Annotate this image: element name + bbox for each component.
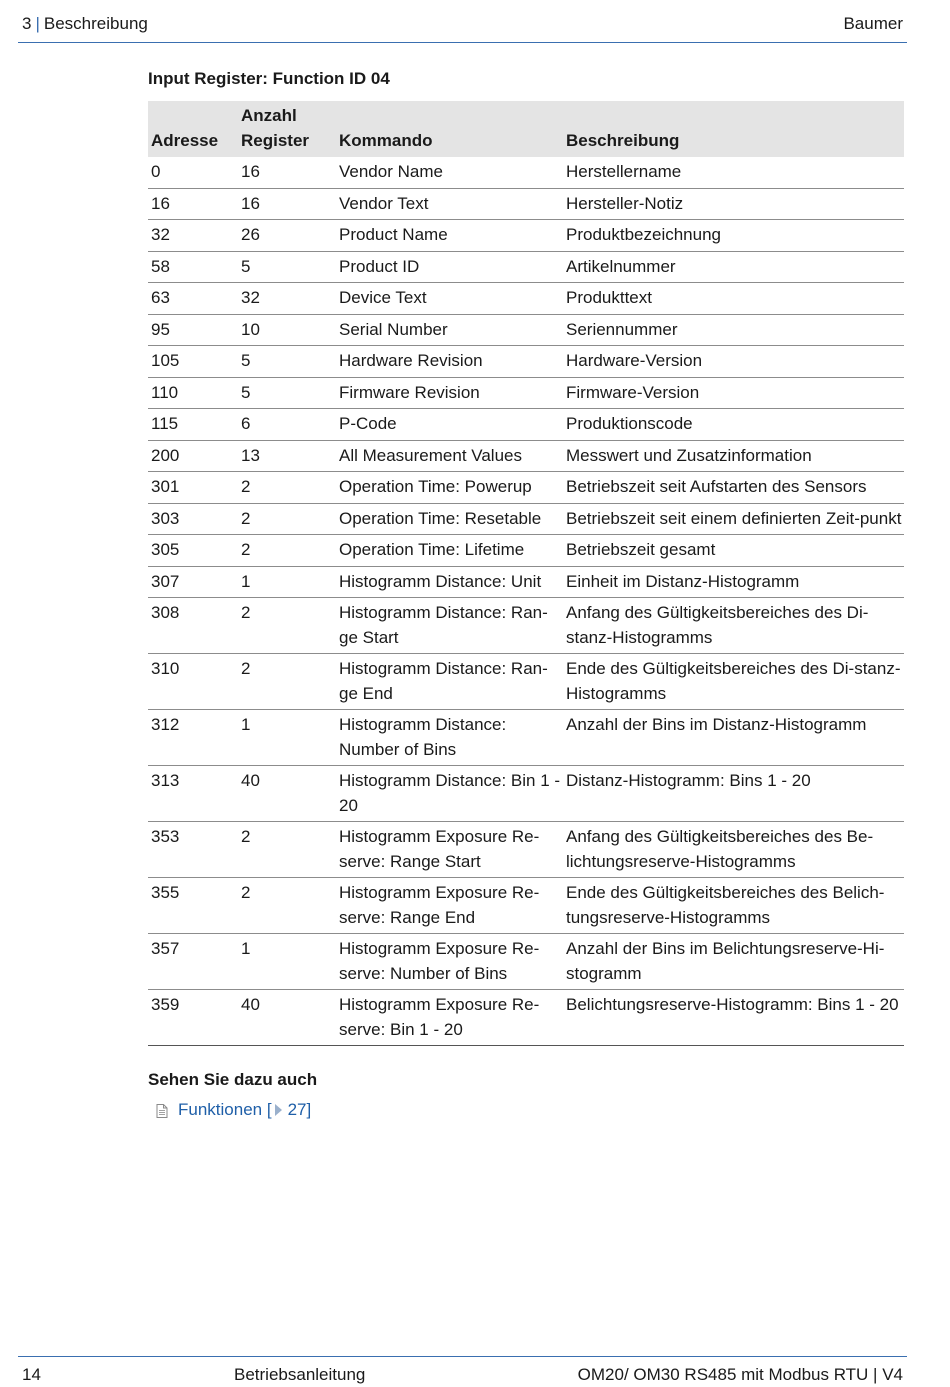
- cell-command: Operation Time: Lifetime: [336, 535, 563, 567]
- cell-description: Ende des Gültigkeitsbereiches des Di-stanz-Histogramms: [563, 654, 904, 710]
- header-command: Kommando: [336, 101, 563, 157]
- cell-command: Product ID: [336, 251, 563, 283]
- cell-description: Belichtungsreserve-Histogramm: Bins 1 - 20: [563, 990, 904, 1046]
- cell-description: Hardware-Version: [563, 346, 904, 378]
- cell-register-count: 13: [238, 440, 336, 472]
- table-row: [148, 503, 904, 535]
- table-body: [148, 157, 904, 1046]
- cell-address: 105: [148, 346, 238, 378]
- header-register-count: [238, 101, 336, 157]
- header-count-line1: Anzahl: [241, 106, 297, 125]
- functions-link-bracket: [: [266, 1100, 272, 1119]
- table-row: [148, 710, 904, 766]
- cell-description: Anfang des Gültigkeitsbereiches des Di-stanz-Histogramms: [563, 598, 904, 654]
- cell-description: Einheit im Distanz-Histogramm: [563, 566, 904, 598]
- cell-address: 0: [148, 157, 238, 188]
- table-row: [148, 598, 904, 654]
- document-icon: [156, 1103, 168, 1117]
- functions-link-label: Funktionen: [178, 1100, 263, 1119]
- header-address: Adresse: [148, 101, 238, 157]
- cell-address: 63: [148, 283, 238, 315]
- chapter-title: Beschreibung: [43, 14, 148, 33]
- cell-address: 32: [148, 220, 238, 252]
- page-header: [18, 0, 907, 43]
- table-row: [148, 409, 904, 441]
- functions-link-page: 27]: [287, 1100, 312, 1119]
- table-row: [148, 535, 904, 567]
- table-header: [148, 101, 904, 157]
- input-register-table: [148, 101, 904, 1046]
- table-row: [148, 157, 904, 188]
- header-count-line2: Register: [241, 130, 310, 150]
- table-row: [148, 377, 904, 409]
- cell-register-count: 16: [238, 157, 336, 188]
- table-row: [148, 188, 904, 220]
- cell-command: Vendor Name: [336, 157, 563, 188]
- cell-description: Betriebszeit seit Aufstarten des Sensors: [563, 472, 904, 504]
- cell-register-count: 2: [238, 654, 336, 710]
- cell-register-count: 16: [238, 188, 336, 220]
- cell-address: 307: [148, 566, 238, 598]
- cell-register-count: 40: [238, 990, 336, 1046]
- cell-command: Serial Number: [336, 314, 563, 346]
- table-row: [148, 654, 904, 710]
- cell-command: P-Code: [336, 409, 563, 441]
- cell-command: Hardware Revision: [336, 346, 563, 378]
- functions-link[interactable]: [156, 1100, 311, 1120]
- cell-description: Betriebszeit seit einem definierten Zeit-punkt: [563, 503, 904, 535]
- cell-register-count: 10: [238, 314, 336, 346]
- cell-command: Histogramm Distance: Unit: [336, 566, 563, 598]
- cell-description: Artikelnummer: [563, 251, 904, 283]
- cell-command: Device Text: [336, 283, 563, 315]
- cell-address: 308: [148, 598, 238, 654]
- header-description: Beschreibung: [563, 101, 904, 157]
- chapter-number: 3: [22, 14, 32, 33]
- table-row: [148, 346, 904, 378]
- cell-register-count: 40: [238, 766, 336, 822]
- cell-register-count: 6: [238, 409, 336, 441]
- cell-command: Histogramm Distance: Ran-ge End: [336, 654, 563, 710]
- cell-description: Anfang des Gültigkeitsbereiches des Be-lichtungsreserve-Histogramms: [563, 822, 904, 878]
- cell-address: 303: [148, 503, 238, 535]
- cell-address: 310: [148, 654, 238, 710]
- cell-address: 16: [148, 188, 238, 220]
- document-type: Betriebsanleitung: [234, 1365, 366, 1384]
- cell-command: Vendor Text: [336, 188, 563, 220]
- cell-command: Firmware Revision: [336, 377, 563, 409]
- cell-description: Betriebszeit gesamt: [563, 535, 904, 567]
- cell-address: 95: [148, 314, 238, 346]
- cell-description: Hersteller-Notiz: [563, 188, 904, 220]
- see-also-heading: Sehen Sie dazu auch: [148, 1070, 318, 1089]
- section-title: Input Register: Function ID 04: [148, 69, 390, 88]
- cell-command: Histogramm Distance: Ran-ge Start: [336, 598, 563, 654]
- cell-address: 305: [148, 535, 238, 567]
- cell-command: Operation Time: Resetable: [336, 503, 563, 535]
- table-row: [148, 440, 904, 472]
- table-row: [148, 766, 904, 822]
- page-footer: [18, 1356, 907, 1384]
- document-title: OM20/ OM30 RS485 mit Modbus RTU | V4: [577, 1365, 903, 1384]
- cell-register-count: 2: [238, 878, 336, 934]
- cell-description: Herstellername: [563, 157, 904, 188]
- cell-command: Product Name: [336, 220, 563, 252]
- cell-register-count: 1: [238, 710, 336, 766]
- cell-address: 58: [148, 251, 238, 283]
- cell-register-count: 5: [238, 377, 336, 409]
- cell-register-count: 2: [238, 822, 336, 878]
- cell-command: Operation Time: Powerup: [336, 472, 563, 504]
- cell-description: Firmware-Version: [563, 377, 904, 409]
- cell-register-count: 5: [238, 251, 336, 283]
- cell-register-count: 2: [238, 503, 336, 535]
- table-row: [148, 566, 904, 598]
- cell-register-count: 5: [238, 346, 336, 378]
- cell-address: 357: [148, 934, 238, 990]
- cell-command: Histogramm Exposure Re-serve: Bin 1 - 20: [336, 990, 563, 1046]
- cell-description: Anzahl der Bins im Belichtungsreserve-Hi-stogramm: [563, 934, 904, 990]
- cell-description: Produkttext: [563, 283, 904, 315]
- brand-name: Baumer: [843, 14, 903, 33]
- cell-description: Seriennummer: [563, 314, 904, 346]
- table-row: [148, 220, 904, 252]
- cell-address: 301: [148, 472, 238, 504]
- header-separator: |: [35, 14, 40, 33]
- table-header-row: [148, 101, 904, 157]
- cell-command: Histogramm Distance: Bin 1 - 20: [336, 766, 563, 822]
- cell-command: Histogramm Exposure Re-serve: Number of Bins: [336, 934, 563, 990]
- header-chapter: [22, 14, 148, 34]
- cell-description: Anzahl der Bins im Distanz-Histogramm: [563, 710, 904, 766]
- cell-register-count: 26: [238, 220, 336, 252]
- cell-command: Histogramm Distance: Number of Bins: [336, 710, 563, 766]
- page-number: 14: [22, 1365, 41, 1384]
- cell-description: Ende des Gültigkeitsbereiches des Belich-tungsreserve-Histogramms: [563, 878, 904, 934]
- cell-address: 110: [148, 377, 238, 409]
- cell-command: All Measurement Values: [336, 440, 563, 472]
- table-row: [148, 472, 904, 504]
- cell-address: 359: [148, 990, 238, 1046]
- table-row: [148, 934, 904, 990]
- cell-description: Messwert und Zusatzinformation: [563, 440, 904, 472]
- cell-register-count: 32: [238, 283, 336, 315]
- cell-register-count: 2: [238, 598, 336, 654]
- cell-register-count: 1: [238, 566, 336, 598]
- page-arrow-icon: [275, 1104, 282, 1116]
- cell-address: 200: [148, 440, 238, 472]
- cell-address: 115: [148, 409, 238, 441]
- cell-description: Produktbezeichnung: [563, 220, 904, 252]
- cell-register-count: 2: [238, 472, 336, 504]
- table-row: [148, 251, 904, 283]
- cell-address: 353: [148, 822, 238, 878]
- cell-command: Histogramm Exposure Re-serve: Range Start: [336, 822, 563, 878]
- cell-register-count: 2: [238, 535, 336, 567]
- cell-command: Histogramm Exposure Re-serve: Range End: [336, 878, 563, 934]
- cell-register-count: 1: [238, 934, 336, 990]
- table-row: [148, 283, 904, 315]
- table-row: [148, 990, 904, 1046]
- cell-description: Distanz-Histogramm: Bins 1 - 20: [563, 766, 904, 822]
- cell-address: 313: [148, 766, 238, 822]
- cell-address: 312: [148, 710, 238, 766]
- table-row: [148, 878, 904, 934]
- table-row: [148, 822, 904, 878]
- table-row: [148, 314, 904, 346]
- cell-description: Produktionscode: [563, 409, 904, 441]
- cell-address: 355: [148, 878, 238, 934]
